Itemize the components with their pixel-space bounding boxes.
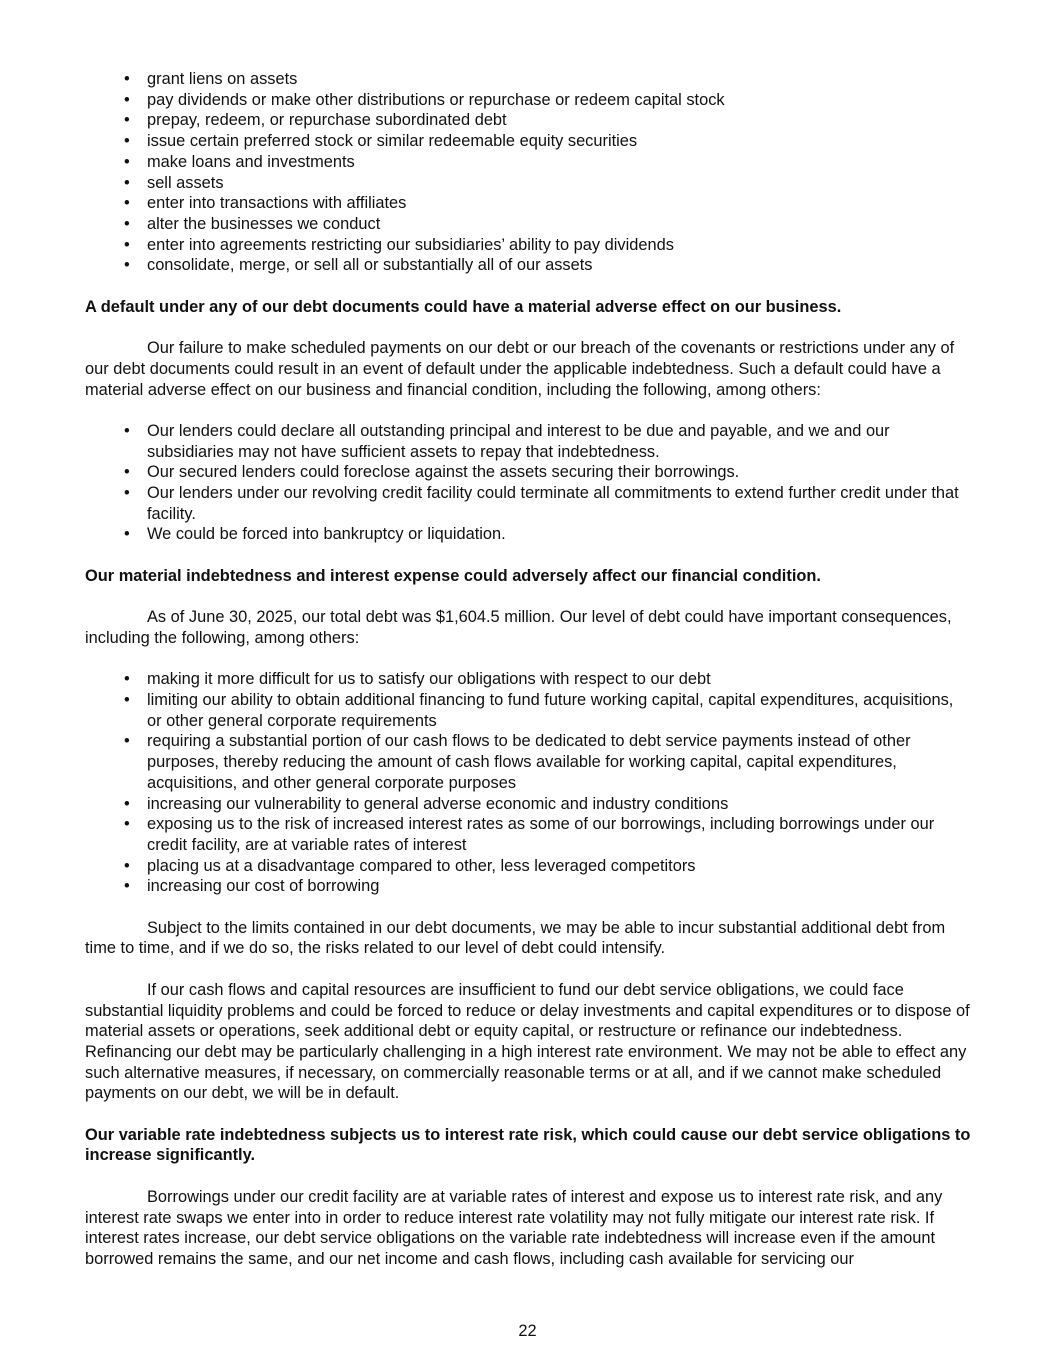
- page-number: 22: [518, 1322, 537, 1340]
- list-item: • enter into agreements restricting our subsidiaries’ ability to pay dividends: [85, 235, 971, 256]
- list-item: • sell assets: [85, 173, 971, 194]
- list-item: • requiring a substantial portion of our cash flows to be dedicated to debt service payments instead of other purposes, thereby reducing the amount of cash flows available for working capital, capital expenditures, acquisitions, and other general corporate purposes: [85, 731, 971, 793]
- paragraph-variable-rate: Borrowings under our credit facility are at variable rates of interest and expose us to interest rate risk, and any interest rate swaps we enter into in order to reduce interest rate volatility may not fully mitigate our interest rate risk. If interest rates increase, our debt service obligations on the variable rate indebtedness will increase even if the amount borrowed remains the same, and our net income and cash flows, including cash available for servicing our: [85, 1187, 943, 1268]
- list-item: • limiting our ability to obtain additional financing to fund future working capital, capital expenditures, acquisitions, or other general corporate requirements: [85, 690, 971, 731]
- list-item: • make loans and investments: [85, 152, 971, 173]
- list-item: • prepay, redeem, or repurchase subordinated debt: [85, 110, 971, 131]
- list-item: • We could be forced into bankruptcy or liquidation.: [85, 524, 971, 545]
- default-consequences-list: [85, 421, 971, 545]
- list-item: • grant liens on assets: [85, 69, 971, 90]
- list-item: • increasing our vulnerability to general adverse economic and industry conditions: [85, 794, 971, 815]
- list-item: • increasing our cost of borrowing: [85, 876, 971, 897]
- document-page: [85, 69, 971, 1270]
- paragraph-additional-debt: Subject to the limits contained in our debt documents, we may be able to incur substantial additional debt from time to time, and if we do so, the risks related to our level of debt could intensify.: [85, 918, 946, 958]
- list-item: • making it more difficult for us to satisfy our obligations with respect to our debt: [85, 669, 971, 690]
- list-item: • issue certain preferred stock or similar redeemable equity securities: [85, 131, 971, 152]
- list-item: • consolidate, merge, or sell all or substantially all of our assets: [85, 255, 971, 276]
- section-heading-variable-rate: Our variable rate indebtedness subjects us to interest rate risk, which could cause our debt service obligations to increase significantly.: [85, 1125, 971, 1165]
- debt-consequences-list: [85, 669, 971, 897]
- covenant-list: [85, 69, 971, 276]
- section-heading-default: A default under any of our debt documents could have a material adverse effect on our business.: [85, 297, 842, 316]
- list-item: • pay dividends or make other distributions or repurchase or redeem capital stock: [85, 90, 971, 111]
- list-item: • Our lenders under our revolving credit facility could terminate all commitments to extend further credit under that facility.: [85, 483, 971, 524]
- paragraph-default: Our failure to make scheduled payments on our debt or our breach of the covenants or restrictions under any of our debt documents could result in an event of default under the applicable indebtedness. Such a default could have a material adverse effect on our business and financial condition, including the following, among others:: [85, 339, 955, 399]
- list-item: • enter into transactions with affiliates: [85, 193, 971, 214]
- paragraph-indebtedness: As of June 30, 2025, our total debt was $1,604.5 million. Our level of debt could have important consequences, including the following, among others:: [85, 608, 952, 647]
- paragraph-liquidity: If our cash flows and capital resources are insufficient to fund our debt service obligations, we could face substantial liquidity problems and could be forced to reduce or delay investments and capital expenditures or to dispose of material assets or operations, seek additional debt or equity capital, or restructure or refinance our indebtedness. Refinancing our debt may be particularly challenging in a high interest rate environment. We may not be able to effect any such alternative measures, if necessary, on commercially reasonable terms or at all, and if we cannot make scheduled payments on our debt, we will be in default.: [85, 980, 970, 1103]
- list-item: • exposing us to the risk of increased interest rates as some of our borrowings, including borrowings under our credit facility, are at variable rates of interest: [85, 814, 971, 855]
- list-item: • Our lenders could declare all outstanding principal and interest to be due and payable, and we and our subsidiaries may not have sufficient assets to repay that indebtedness.: [85, 421, 971, 462]
- list-item: • placing us at a disadvantage compared to other, less leveraged competitors: [85, 856, 971, 877]
- list-item: • alter the businesses we conduct: [85, 214, 971, 235]
- list-item: • Our secured lenders could foreclose against the assets securing their borrowings.: [85, 462, 971, 483]
- section-heading-indebtedness: Our material indebtedness and interest expense could adversely affect our financial condition.: [85, 566, 821, 585]
